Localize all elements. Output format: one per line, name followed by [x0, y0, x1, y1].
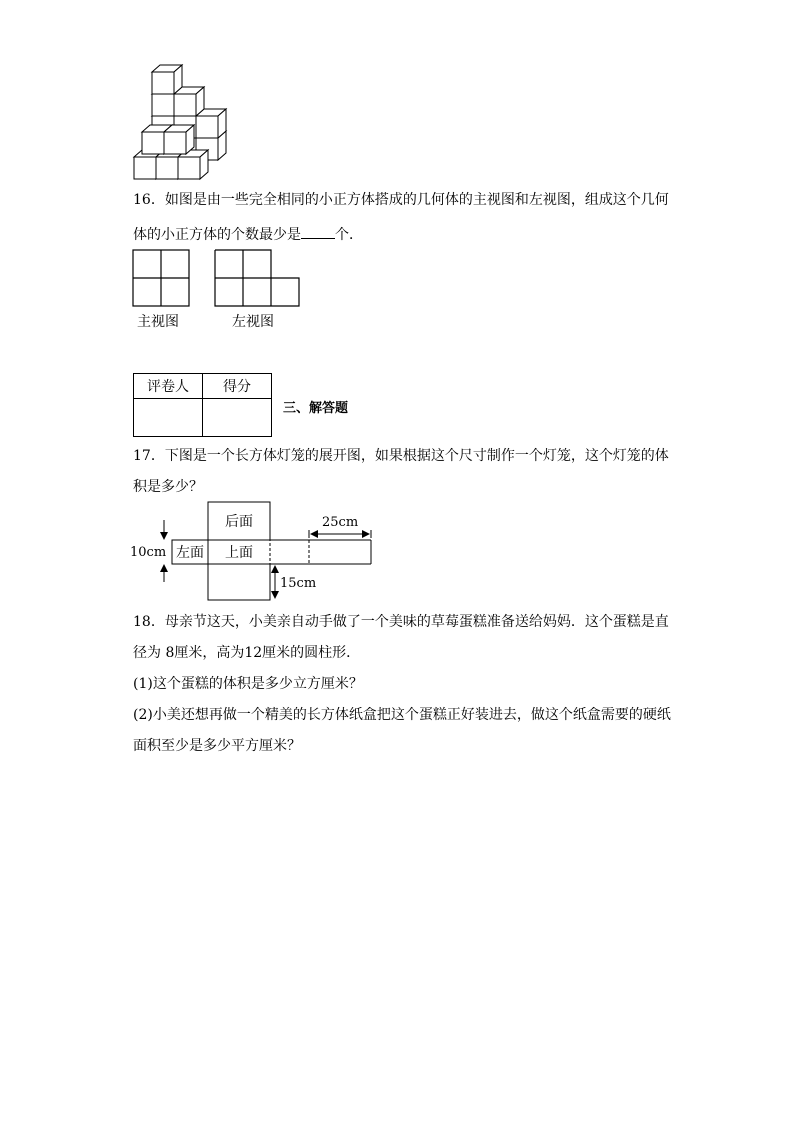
- q17-line2: 积是多少？: [133, 479, 203, 495]
- front-face: [208, 564, 270, 600]
- left-face-label: 左面: [176, 545, 204, 561]
- section-title: 三、解答题: [283, 401, 349, 416]
- unit-cube: [152, 65, 182, 94]
- answer-blank: [301, 224, 335, 239]
- front-view-grid: [132, 249, 192, 309]
- q16-line1: 16．如图是由一些完全相同的小正方体搭成的几何体的主视图和左视图，组成这个几何: [133, 192, 669, 208]
- front-view-label: 主视图: [137, 314, 179, 330]
- score-cell: [203, 399, 272, 437]
- top-face-label: 上面: [225, 545, 253, 561]
- q16-line2: [133, 224, 363, 245]
- score-header: 得分: [203, 374, 272, 399]
- back-face-label: 后面: [225, 514, 253, 530]
- q18-sub2-line2: 面积至少是多少平方厘米？: [133, 738, 301, 754]
- grader-cell: [134, 399, 203, 437]
- left-view-grid: [214, 249, 304, 309]
- unit-cube: [174, 87, 204, 116]
- q18-line1: 18．母亲节这天，小美亲自动手做了一个美味的草莓蛋糕准备送给妈妈．这个蛋糕是直: [133, 614, 669, 630]
- dim-25cm: 25cm: [322, 515, 359, 530]
- q18-sub1: (1)这个蛋糕的体积是多少立方厘米？: [133, 676, 363, 692]
- q17-line1: 17．下图是一个长方体灯笼的展开图，如果根据这个尺寸制作一个灯笼，这个灯笼的体: [133, 448, 669, 464]
- unit-cube: [164, 125, 194, 154]
- dim-10cm: 10cm: [130, 545, 167, 560]
- score-table: [133, 373, 272, 437]
- lantern-net-diagram: [128, 500, 378, 602]
- q16-line2-post: 个．: [335, 227, 363, 243]
- q18-sub2-line1: (2)小美还想再做一个精美的长方体纸盒把这个蛋糕正好装进去，做这个纸盒需要的硬纸: [133, 707, 671, 723]
- cube-stack-figure: [130, 62, 230, 182]
- left-view-label: 左视图: [232, 314, 274, 330]
- q18-line2: 径为 8厘米，高为12厘米的圆柱形．: [133, 645, 361, 661]
- q16-line2-pre: 体的小正方体的个数最少是: [133, 227, 301, 243]
- unit-cube: [196, 109, 226, 138]
- grader-header: 评卷人: [134, 374, 203, 399]
- dim-15cm: 15cm: [280, 576, 317, 591]
